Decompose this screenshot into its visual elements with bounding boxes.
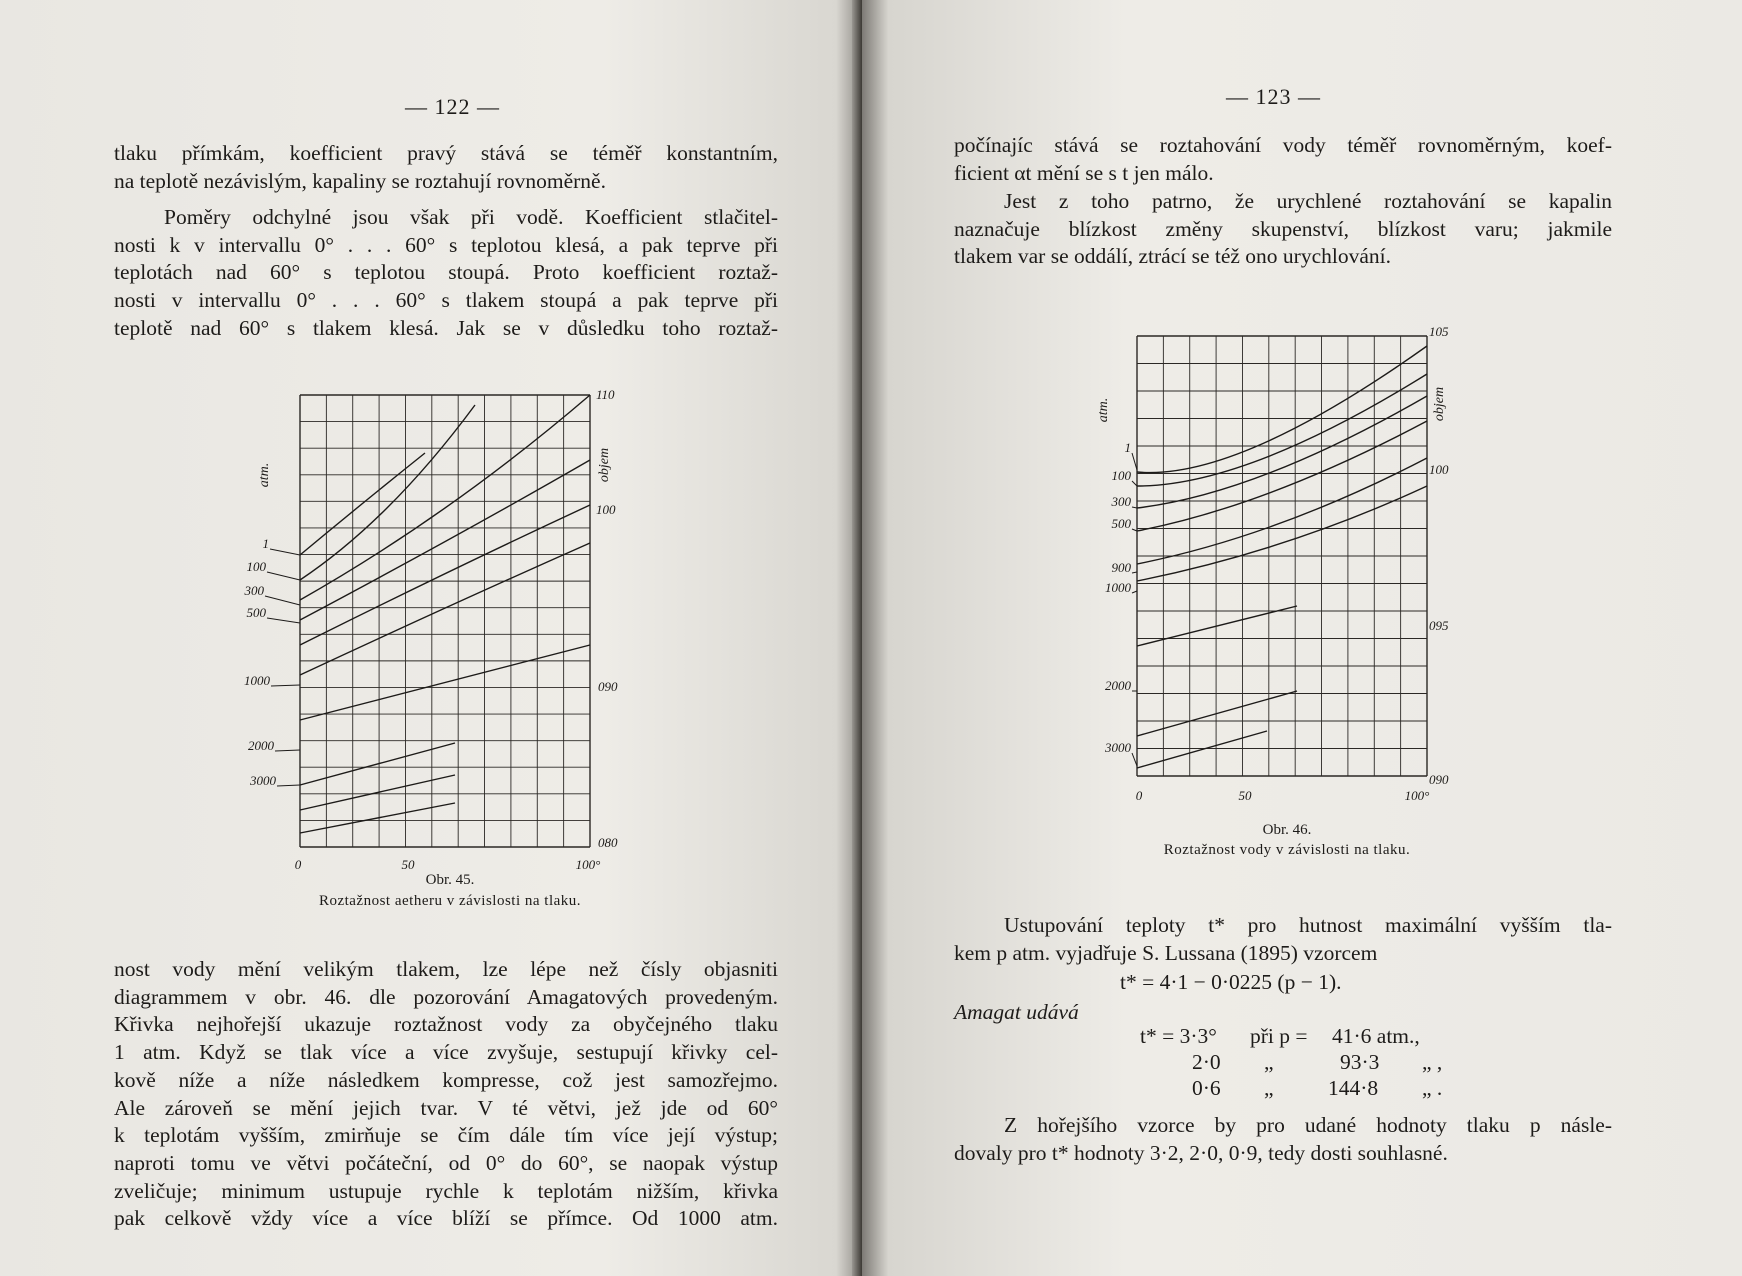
pressure-label: 500 [246, 605, 266, 620]
volume-label: 100 [1429, 462, 1449, 477]
pressure-label: 1 [262, 536, 269, 551]
pressure-label: 2000 [248, 738, 274, 753]
axis-title-objem: objem [1432, 386, 1447, 422]
amagat-row-3-mid: „ [1264, 1076, 1274, 1100]
pressure-label: 1000 [244, 673, 270, 688]
axis-title-atm: atm. [1096, 397, 1111, 423]
amagat-row-1-mid: při p = [1250, 1024, 1308, 1048]
left-page-number: — 122 — [405, 94, 500, 119]
right-para-3: Ustupování teploty t* pro hutnost maximální vyšším tla- kem p atm. vyjadřuje S. Lussana (1895) vzorcem [954, 913, 1612, 965]
amagat-row-3-p: 144·8 [1328, 1076, 1379, 1100]
pressure-label: 500 [1111, 516, 1131, 531]
right-page [862, 0, 1742, 1276]
pressure-leader [1132, 753, 1137, 766]
isobar-curve [1137, 731, 1267, 768]
figure-45 [244, 385, 650, 872]
pressure-leader [1132, 572, 1137, 573]
isobar-curve [1137, 606, 1297, 646]
pressure-leader [265, 596, 300, 605]
isobar-curve [1137, 346, 1427, 473]
volume-label: 100 [596, 502, 616, 517]
temperature-label: 100° [575, 857, 601, 872]
pressure-label: 300 [1111, 494, 1131, 509]
figure-46-caption: Roztažnost vody v závislosti na tlaku. [1163, 842, 1411, 858]
pressure-label: 100 [1111, 468, 1131, 483]
amagat-label: Amagat udává [954, 1000, 1079, 1024]
figure-45-number: Obr. 45. [425, 872, 475, 888]
isobar-curve [300, 543, 590, 675]
amagat-row-2-mid: „ [1264, 1050, 1274, 1074]
volume-label: 090 [598, 679, 618, 694]
lussana-formula: t* = 4·1 − 0·0225 (p − 1). [1120, 970, 1342, 994]
isobar-curve [1137, 421, 1427, 531]
pressure-label: 3000 [250, 773, 276, 788]
amagat-row-1-t: t* = 3·3° [1140, 1024, 1217, 1048]
figure-46-number: Obr. 46. [1262, 822, 1312, 838]
pressure-leader [1132, 481, 1137, 486]
isobar-curve [300, 395, 590, 600]
isobar-curve [300, 453, 425, 555]
amagat-row-2-t: 2·0 [1192, 1050, 1221, 1074]
pressure-leader [1132, 591, 1137, 593]
temperature-label: 100° [1404, 788, 1430, 803]
pressure-leader [277, 785, 300, 786]
amagat-row-2-p: 93·3 [1340, 1050, 1380, 1074]
pressure-label: 300 [244, 583, 264, 598]
volume-label: 095 [1429, 618, 1449, 633]
volume-label: 110 [596, 387, 615, 402]
volume-label: 080 [598, 835, 618, 850]
pressure-label: 1000 [1105, 580, 1131, 595]
isobar-curve [300, 645, 590, 720]
left-para-2: Poměry odchylné jsou však při vodě. Koefficient stlačitel- nosti k v intervallu 0° . . . 60° s teplotou klesá, a pak teprve při teplotách nad 60° s teplotou stoupá. Proto koefficient roztaž- nosti v intervallu 0° . . . 60° s tlakem stoupá a pak teprve při teplotě nad 60° s tlakem klesá. Jak se v důsledku toho roztaž- [114, 205, 778, 340]
right-para-1: počínajíc stává se roztahování vody téměř rovnoměrným, koef- ficient αt mění se s t jen málo. [954, 133, 1612, 185]
right-para-4: Z hořejšího vzorce by pro udané hodnoty tlaku p násle- dovaly pro t* hodnoty 3·2, 2·0, 0·9, tedy dosti souhlasné. [954, 1113, 1612, 1165]
temperature-label: 50 [401, 857, 415, 872]
figure-45-caption: Roztažnost aetheru v závislosti na tlaku. [318, 893, 582, 909]
volume-label: 105 [1429, 324, 1449, 339]
isobar-curve [300, 460, 590, 620]
left-page [0, 0, 862, 1276]
pressure-leader [1132, 529, 1137, 531]
left-para-3: nost vody mění velikým tlakem, lze lépe než čísly objasniti diagrammem v obr. 46. dle pozorování Amagatových provedeným. Křivka nejhořejší ukazuje roztažnost vody za obyčejného tlaku 1 atm. Když se tlak více a více zvyšuje, sestupují křivky cel- kově níže a níže následkem kompresse, což jest samozřejmo. Ale zároveň se mění jejich tvar. V té větvi, jež jde od 60° k teplotám vyšším, zmirňuje se čím dále tím více její výstup; naproti tomu ve větvi počáteční, od 0° do 60°, se naopak výstup zveličuje; minimum ustupuje rychle k teplotám nižším, křivka pak celkově vždy více a více blíží se přímce. Od 1000 atm. [114, 957, 778, 1231]
pressure-leader [1132, 507, 1137, 508]
left-para-1: tlaku přímkám, koefficient pravý stává se téměř konstantním, na teplotě nezávislým, kapaliny se roztahují rovnoměrně. [114, 141, 778, 193]
right-para-2: Jest z toho patrno, že urychlené roztahování se kapalin naznačuje blízkost změny skupenství, blízkost varu; jakmile tlakem var se oddálí, ztrácí se též ono urychlování. [954, 189, 1612, 269]
pressure-leader [271, 685, 300, 686]
right-page-number: — 123 — [1226, 84, 1321, 109]
pressure-leader [275, 750, 300, 751]
temperature-label: 0 [1135, 788, 1143, 803]
pressure-leader [270, 549, 300, 555]
figure-45-diagram [244, 385, 650, 872]
pressure-leader [1132, 453, 1137, 470]
pressure-leader [267, 572, 300, 580]
pressure-label: 900 [1111, 560, 1131, 575]
pressure-label: 100 [246, 559, 266, 574]
amagat-row-2-end: „ , [1422, 1050, 1443, 1074]
amagat-row-3-t: 0·6 [1192, 1076, 1221, 1100]
figure-46-diagram [1087, 324, 1487, 808]
amagat-row-1-p: 41·6 atm., [1332, 1024, 1420, 1048]
volume-label: 090 [1429, 772, 1449, 787]
pressure-label: 2000 [1105, 678, 1131, 693]
amagat-row-3-end: „ . [1422, 1076, 1443, 1100]
figure-46 [1087, 324, 1487, 808]
pressure-label: 3000 [1105, 740, 1131, 755]
isobar-curve [1137, 691, 1297, 736]
isobar-curve [1137, 396, 1427, 508]
temperature-label: 50 [1238, 788, 1252, 803]
pressure-label: 1 [1124, 440, 1131, 455]
axis-title-objem: objem [597, 447, 612, 483]
pressure-leader [267, 618, 300, 623]
axis-title-atm: atm. [257, 462, 272, 488]
temperature-label: 0 [294, 857, 302, 872]
